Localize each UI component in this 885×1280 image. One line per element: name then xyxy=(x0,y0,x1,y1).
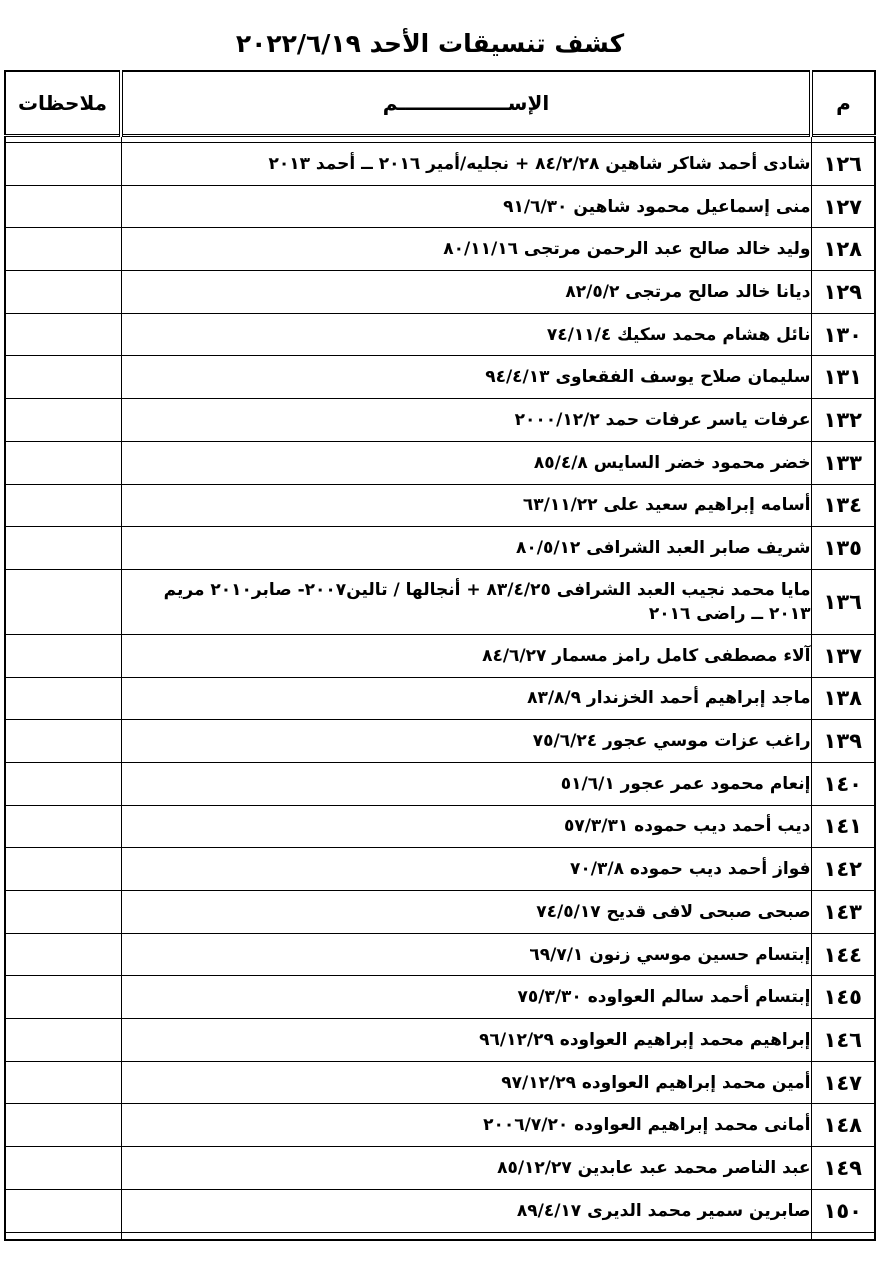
table-row xyxy=(5,762,875,805)
table-row xyxy=(5,891,875,934)
table-row xyxy=(5,1019,875,1062)
table-row xyxy=(5,271,875,314)
row-number: ١٢٧ xyxy=(811,185,875,228)
row-notes xyxy=(5,569,121,634)
row-name: شريف صابر العبد الشرافى ٨٠/٥/١٢ xyxy=(121,527,811,570)
row-name: آلاء مصطفى كامل رامز مسمار ٨٤/٦/٢٧ xyxy=(121,634,811,677)
table-row xyxy=(5,1189,875,1232)
row-number: ١٢٦ xyxy=(811,143,875,186)
row-number: ١٤٠ xyxy=(811,762,875,805)
row-notes xyxy=(5,185,121,228)
table-row xyxy=(5,933,875,976)
header-notes: ملاحظات xyxy=(5,71,121,136)
table-row xyxy=(5,399,875,442)
table-row xyxy=(5,1061,875,1104)
table-row xyxy=(5,441,875,484)
row-number: ١٤٢ xyxy=(811,848,875,891)
row-number: ١٤٧ xyxy=(811,1061,875,1104)
row-notes xyxy=(5,848,121,891)
row-number: ١٣٠ xyxy=(811,313,875,356)
row-name: فواز أحمد ديب حموده ٧٠/٣/٨ xyxy=(121,848,811,891)
row-number: ١٣٨ xyxy=(811,677,875,720)
row-name: ديانا خالد صالح مرتجى ٨٢/٥/٢ xyxy=(121,271,811,314)
table-row xyxy=(5,313,875,356)
row-number: ١٣٣ xyxy=(811,441,875,484)
row-notes xyxy=(5,1104,121,1147)
row-name: صبحى صبحى لافى قديح ٧٤/٥/١٧ xyxy=(121,891,811,934)
row-number: ١٣٢ xyxy=(811,399,875,442)
row-notes xyxy=(5,271,121,314)
table-row xyxy=(5,677,875,720)
table-row xyxy=(5,720,875,763)
row-number: ١٤٤ xyxy=(811,933,875,976)
table-row xyxy=(5,527,875,570)
table-row xyxy=(5,185,875,228)
table-header-row xyxy=(5,71,875,136)
table-row xyxy=(5,484,875,527)
row-notes xyxy=(5,933,121,976)
row-name: أمانى محمد إبراهيم العواوده ٢٠٠٦/٧/٢٠ xyxy=(121,1104,811,1147)
row-notes xyxy=(5,891,121,934)
names-table xyxy=(4,70,876,1241)
row-name: سليمان صلاح يوسف الفقعاوى ٩٤/٤/١٣ xyxy=(121,356,811,399)
table-row xyxy=(5,356,875,399)
row-number: ١٤٣ xyxy=(811,891,875,934)
row-number: ١٤٨ xyxy=(811,1104,875,1147)
table-end-row xyxy=(5,1232,875,1240)
row-name: وليد خالد صالح عبد الرحمن مرتجى ٨٠/١١/١٦ xyxy=(121,228,811,271)
row-notes xyxy=(5,228,121,271)
row-name: أسامه إبراهيم سعيد على ٦٣/١١/٢٢ xyxy=(121,484,811,527)
table-row xyxy=(5,976,875,1019)
row-number: ١٢٨ xyxy=(811,228,875,271)
row-name: صابرين سمير محمد الديرى ٨٩/٤/١٧ xyxy=(121,1189,811,1232)
row-number: ١٤٦ xyxy=(811,1019,875,1062)
table-row xyxy=(5,143,875,186)
row-number: ١٣٤ xyxy=(811,484,875,527)
row-notes xyxy=(5,634,121,677)
table-row xyxy=(5,569,875,634)
row-notes xyxy=(5,313,121,356)
table-row xyxy=(5,228,875,271)
row-number: ١٤٩ xyxy=(811,1147,875,1190)
row-notes xyxy=(5,399,121,442)
row-number: ١٤١ xyxy=(811,805,875,848)
row-number: ١٤٥ xyxy=(811,976,875,1019)
row-number: ١٣٦ xyxy=(811,569,875,634)
row-name: إنعام محمود عمر عجور ٥١/٦/١ xyxy=(121,762,811,805)
row-name: إبتسام أحمد سالم العواوده ٧٥/٣/٣٠ xyxy=(121,976,811,1019)
row-notes xyxy=(5,1189,121,1232)
row-notes xyxy=(5,484,121,527)
row-notes xyxy=(5,527,121,570)
row-number: ١٣٧ xyxy=(811,634,875,677)
header-separator xyxy=(5,136,875,143)
row-name: عبد الناصر محمد عبد عابدين ٨٥/١٢/٢٧ xyxy=(121,1147,811,1190)
row-name: أمين محمد إبراهيم العواوده ٩٧/١٢/٢٩ xyxy=(121,1061,811,1104)
header-number: م xyxy=(811,71,875,136)
row-name: إبراهيم محمد إبراهيم العواوده ٩٦/١٢/٢٩ xyxy=(121,1019,811,1062)
table-row xyxy=(5,1147,875,1190)
row-notes xyxy=(5,143,121,186)
row-notes xyxy=(5,805,121,848)
row-number: ١٢٩ xyxy=(811,271,875,314)
row-number: ١٣٩ xyxy=(811,720,875,763)
row-notes xyxy=(5,720,121,763)
row-name: ماجد إبراهيم أحمد الخزندار ٨٣/٨/٩ xyxy=(121,677,811,720)
row-number: ١٣١ xyxy=(811,356,875,399)
row-number: ١٥٠ xyxy=(811,1189,875,1232)
row-name: مايا محمد نجيب العبد الشرافى ٨٣/٤/٢٥ + أنجالها / تالين٢٠٠٧- صابر٢٠١٠ مريم ٢٠١٣ ــ راضى ٢٠١٦ xyxy=(121,569,811,634)
table-body xyxy=(5,136,875,1240)
row-name: خضر محمود خضر السايس ٨٥/٤/٨ xyxy=(121,441,811,484)
row-name: شادى أحمد شاكر شاهين ٨٤/٢/٢٨ + نجليه/أمير ٢٠١٦ ــ أحمد ٢٠١٣ xyxy=(121,143,811,186)
row-name: راغب عزات موسي عجور ٧٥/٦/٢٤ xyxy=(121,720,811,763)
row-notes xyxy=(5,441,121,484)
row-name: منى إسماعيل محمود شاهين ٩١/٦/٣٠ xyxy=(121,185,811,228)
row-notes xyxy=(5,1061,121,1104)
header-name: الإســــــــــــــــم xyxy=(121,71,811,136)
row-notes xyxy=(5,1019,121,1062)
row-notes xyxy=(5,677,121,720)
row-name: ديب أحمد ديب حموده ٥٧/٣/٣١ xyxy=(121,805,811,848)
row-name: إبتسام حسين موسي زنون ٦٩/٧/١ xyxy=(121,933,811,976)
table-row xyxy=(5,634,875,677)
row-name: عرفات ياسر عرفات حمد ٢٠٠٠/١٢/٢ xyxy=(121,399,811,442)
row-notes xyxy=(5,356,121,399)
row-number: ١٣٥ xyxy=(811,527,875,570)
table-row xyxy=(5,805,875,848)
document-title: كشف تنسيقات الأحد ٢٠٢٢/٦/١٩ xyxy=(235,29,625,58)
row-notes xyxy=(5,1147,121,1190)
table-row xyxy=(5,1104,875,1147)
row-name: نائل هشام محمد سكيك ٧٤/١١/٤ xyxy=(121,313,811,356)
row-notes xyxy=(5,976,121,1019)
table-row xyxy=(5,848,875,891)
row-notes xyxy=(5,762,121,805)
